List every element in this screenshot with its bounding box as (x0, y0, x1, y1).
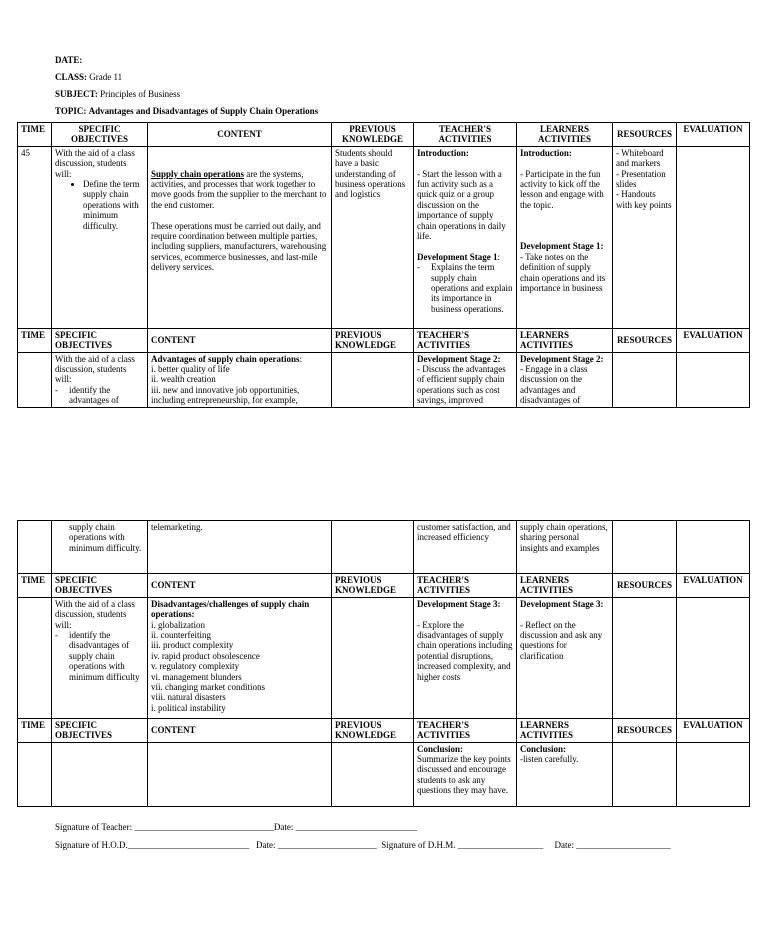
header-time: TIME (18, 328, 52, 352)
header-learners-activities: LEARNERS ACTIVITIES (517, 123, 613, 147)
date-line: DATE: (55, 55, 83, 65)
row1-resources: - Whiteboard and markers - Presentation slides - Handouts with key points (613, 146, 677, 328)
header-learners-activities: LEARNERS ACTIVITIES (517, 718, 613, 742)
row1-time: 45 (18, 146, 52, 328)
row2-objectives: With the aid of a class discussion, students will: - identify the advantages of (52, 352, 148, 407)
row4-learners-activities: Conclusion: -listen carefully. (517, 742, 613, 806)
subject-label: SUBJECT (55, 89, 95, 99)
header-evaluation: EVALUATION (677, 718, 750, 742)
objective-bullet: • Define the term supply chain operations with minimum difficulty. (83, 179, 144, 231)
lesson-plan-table-page-1 (17, 122, 750, 408)
header-teacher-activities: TEACHER'S ACTIVITIES (414, 718, 517, 742)
table-row (18, 352, 750, 407)
header-content: CONTENT (148, 123, 332, 147)
header-content: CONTENT (148, 574, 332, 598)
table-row (18, 597, 750, 718)
row3-learners-activities: Development Stage 3: - Reflect on the discussion and ask any questions for clarification (517, 597, 613, 718)
subject-line: SUBJECT: Principles of Business (55, 89, 181, 99)
row3-objectives: With the aid of a class discussion, students will: - identify the disadvantages of supply chain operations with minimum difficulty (52, 597, 148, 718)
header-resources: RESOURCES (613, 123, 677, 147)
header-previous-knowledge: PREVIOUS KNOWLEDGE (332, 328, 414, 352)
row1-previous-knowledge: Students should have a basic understanding of business operations and logistics (332, 146, 414, 328)
table-header-row (18, 328, 750, 352)
table-header-row (18, 123, 750, 147)
header-objectives: SPECIFIC OBJECTIVES (52, 328, 148, 352)
supply-chain-term: Supply chain operations (151, 168, 245, 179)
header-resources: RESOURCES (613, 718, 677, 742)
table-row (18, 521, 750, 574)
class-value: Grade 11 (89, 72, 123, 82)
header-content: CONTENT (148, 328, 332, 352)
header-previous-knowledge: PREVIOUS KNOWLEDGE (332, 123, 414, 147)
header-teacher-activities: TEACHER'S ACTIVITIES (414, 574, 517, 598)
signature-teacher-line: Signature of Teacher: _______________________________Date: ___________________________ (55, 822, 418, 832)
date-label: DATE (55, 55, 80, 65)
header-evaluation: EVALUATION (677, 328, 750, 352)
row3-teacher-activities: Development Stage 3: - Explore the disadvantages of supply chain operations including potential disruptions, increased complexity, and higher costs (414, 597, 517, 718)
row4-teacher-activities: Conclusion: Summarize the key points discussed and encourage students to ask any questions they may have. (414, 742, 517, 806)
header-previous-knowledge: PREVIOUS KNOWLEDGE (332, 574, 414, 598)
header-learners-activities: LEARNERS ACTIVITIES (517, 574, 613, 598)
table-row (18, 146, 750, 328)
header-time: TIME (18, 718, 52, 742)
header-learners-activities: LEARNERS ACTIVITIES (517, 328, 613, 352)
signature-hod-dhm-line: Signature of H.O.D.___________________________ Date: ______________________ Signature of D.H.M. ___________________ Date: _____________________ (55, 840, 671, 850)
lesson-plan-table-page-2 (17, 520, 750, 807)
header-evaluation: EVALUATION (677, 574, 750, 598)
row1-evaluation (677, 146, 750, 328)
row1-content: Supply chain operations are the systems, activities, and processes that work together to move goods from the supplier to the merchant to the end customer. These operations must be carried out daily, and require coordination between multiple parties, including suppliers, manufacturers, warehousing services, ecommerce businesses, and last-mile delivery services. (148, 146, 332, 328)
header-time: TIME (18, 574, 52, 598)
class-label: CLASS (55, 72, 85, 82)
topic-line: TOPIC: Advantages and Disadvantages of Supply Chain Operations (55, 106, 319, 116)
row1-learners-activities: Introduction: - Participate in the fun activity to kick off the lesson and engage with the topic. Development Stage 1: - Take notes on the definition of supply chain operations and its importance in business (517, 146, 613, 328)
row1-teacher-activities: Introduction: - Start the lesson with a fun activity such as a quick quiz or a group discussion on the importance of supply chain operations in daily life. Development Stage 1: - Explains the term supply chain operations and explain its importance in business operations. (414, 146, 517, 328)
header-time: TIME (18, 123, 52, 147)
header-evaluation: EVALUATION (677, 123, 750, 147)
row2-objectives-cont: supply chain operations with minimum difficulty. (52, 521, 148, 574)
header-previous-knowledge: PREVIOUS KNOWLEDGE (332, 718, 414, 742)
header-objectives: SPECIFIC OBJECTIVES (52, 718, 148, 742)
header-content: CONTENT (148, 718, 332, 742)
header-teacher-activities: TEACHER'S ACTIVITIES (414, 328, 517, 352)
subject-value: Principles of Business (100, 89, 181, 99)
table-header-row (18, 718, 750, 742)
row3-content: Disadvantages/challenges of supply chain operations: i. globalization ii. counterfeiting iii. product complexity iv. rapid product obsolescence v. regulatory complexity vi. management blunders vii. changing market conditions viii. natural disasters i. political instability (148, 597, 332, 718)
row2-learners-cont: supply chain operations, sharing personal insights and examples (517, 521, 613, 574)
header-objectives: SPECIFIC OBJECTIVES (52, 574, 148, 598)
row2-learners-activities: Development Stage 2: - Engage in a class discussion on the advantages and disadvantages of (517, 352, 613, 407)
table-header-row (18, 574, 750, 598)
row2-content-cont: telemarketing. (148, 521, 332, 574)
header-objectives: SPECIFIC OBJECTIVES (52, 123, 148, 147)
table-row (18, 742, 750, 806)
header-teacher-activities: TEACHER'S ACTIVITIES (414, 123, 517, 147)
row2-teacher-activities: Development Stage 2: - Discuss the advantages of efficient supply chain operations such as cost savings, improved (414, 352, 517, 407)
header-resources: RESOURCES (613, 328, 677, 352)
row2-content: Advantages of supply chain operations: i. better quality of life ii. wealth creation iii. new and innovative job opportunities, including entrepreneurship, for example, (148, 352, 332, 407)
topic-label: TOPIC (55, 106, 84, 116)
topic-value: Advantages and Disadvantages of Supply Chain Operations (88, 106, 319, 116)
row2-teacher-cont: customer satisfaction, and increased efficiency (414, 521, 517, 574)
row1-objectives: With the aid of a class discussion, students will: • Define the term supply chain operations with minimum difficulty. (52, 146, 148, 328)
class-line: CLASS: Grade 11 (55, 72, 123, 82)
header-resources: RESOURCES (613, 574, 677, 598)
